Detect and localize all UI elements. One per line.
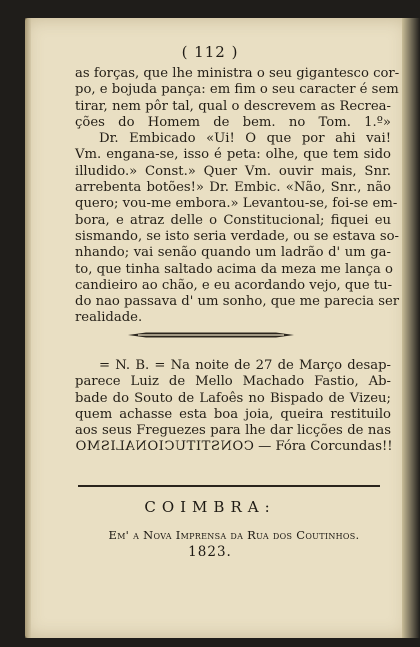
notice-line: = N. B. = Na noite de 27 de Março desap- — [99, 358, 391, 373]
text-line: ções do Homem de bem. no Tom. 1.º» — [75, 114, 391, 130]
imprint-year: 1823. — [188, 544, 232, 560]
text-line: arrebenta botões!» Dr. Embic. «Não, Snr., não — [75, 180, 391, 196]
text-line: nhando; vai senão quando um ladrão d' um ga- — [75, 245, 391, 261]
text-line: bora, e atraz delle o Constitucional; fiquei eu — [75, 212, 391, 228]
text-line: to, que tinha saltado acima da meza me lança o — [75, 261, 393, 277]
imprint-press: Em' a Nova Imprensa da Rua dos Coutinhos. — [108, 528, 360, 542]
text-line: sismando, se isto seria verdade, ou se estava so- — [75, 228, 399, 244]
ornamental-divider — [128, 331, 294, 339]
notice-line: bade do Souto de Lafoês no Bispado de Vizeu; — [75, 390, 391, 406]
text-line: quero; vou-me embora.» Levantou-se, foi-se em- — [75, 196, 398, 212]
text-line: Vm. engana-se, isso é peta: olhe, que tem sido — [75, 147, 391, 163]
text-line: illudido.» Const.» Quer Vm. ouvir mais, Snr. — [75, 163, 391, 179]
notice-block — [75, 358, 391, 456]
text-line: do nao passava d' um sonho, que me parecia ser — [75, 294, 400, 310]
text-line: candieiro ao chão, e eu acordando vejo, que tu- — [75, 277, 393, 293]
horizontal-rule — [78, 485, 380, 487]
notice-line: parece Luiz de Mello Machado Fastio, Ab- — [75, 374, 391, 390]
notice-closing: — Fóra Corcundas!! — [258, 439, 393, 455]
text-line: tirar, nem pôr tal, qual o descrevem as Recrea- — [75, 98, 391, 114]
text-line: realidade. — [75, 310, 143, 326]
mirrored-word: CONSTITUCIONALISMO — [75, 439, 254, 455]
notice-line: quem achasse esta boa joia, queira restituilo — [75, 406, 391, 422]
notice-line: aos seus Freguezes para lhe dar licções de nas — [75, 423, 391, 439]
main-text-block — [75, 66, 400, 327]
text-line: po, e bojuda pança: em fim o seu caracter é sem — [75, 82, 399, 98]
notice-closing-line — [75, 439, 391, 455]
page-number: ( 112 ) — [181, 43, 239, 61]
text-line: as forças, que lhe ministra o seu gigantesco cor- — [75, 66, 400, 81]
imprint-city: COIMBRA: — [144, 498, 276, 516]
text-line: Dr. Embicado «Ui! O que por ahi vai! — [99, 131, 391, 147]
